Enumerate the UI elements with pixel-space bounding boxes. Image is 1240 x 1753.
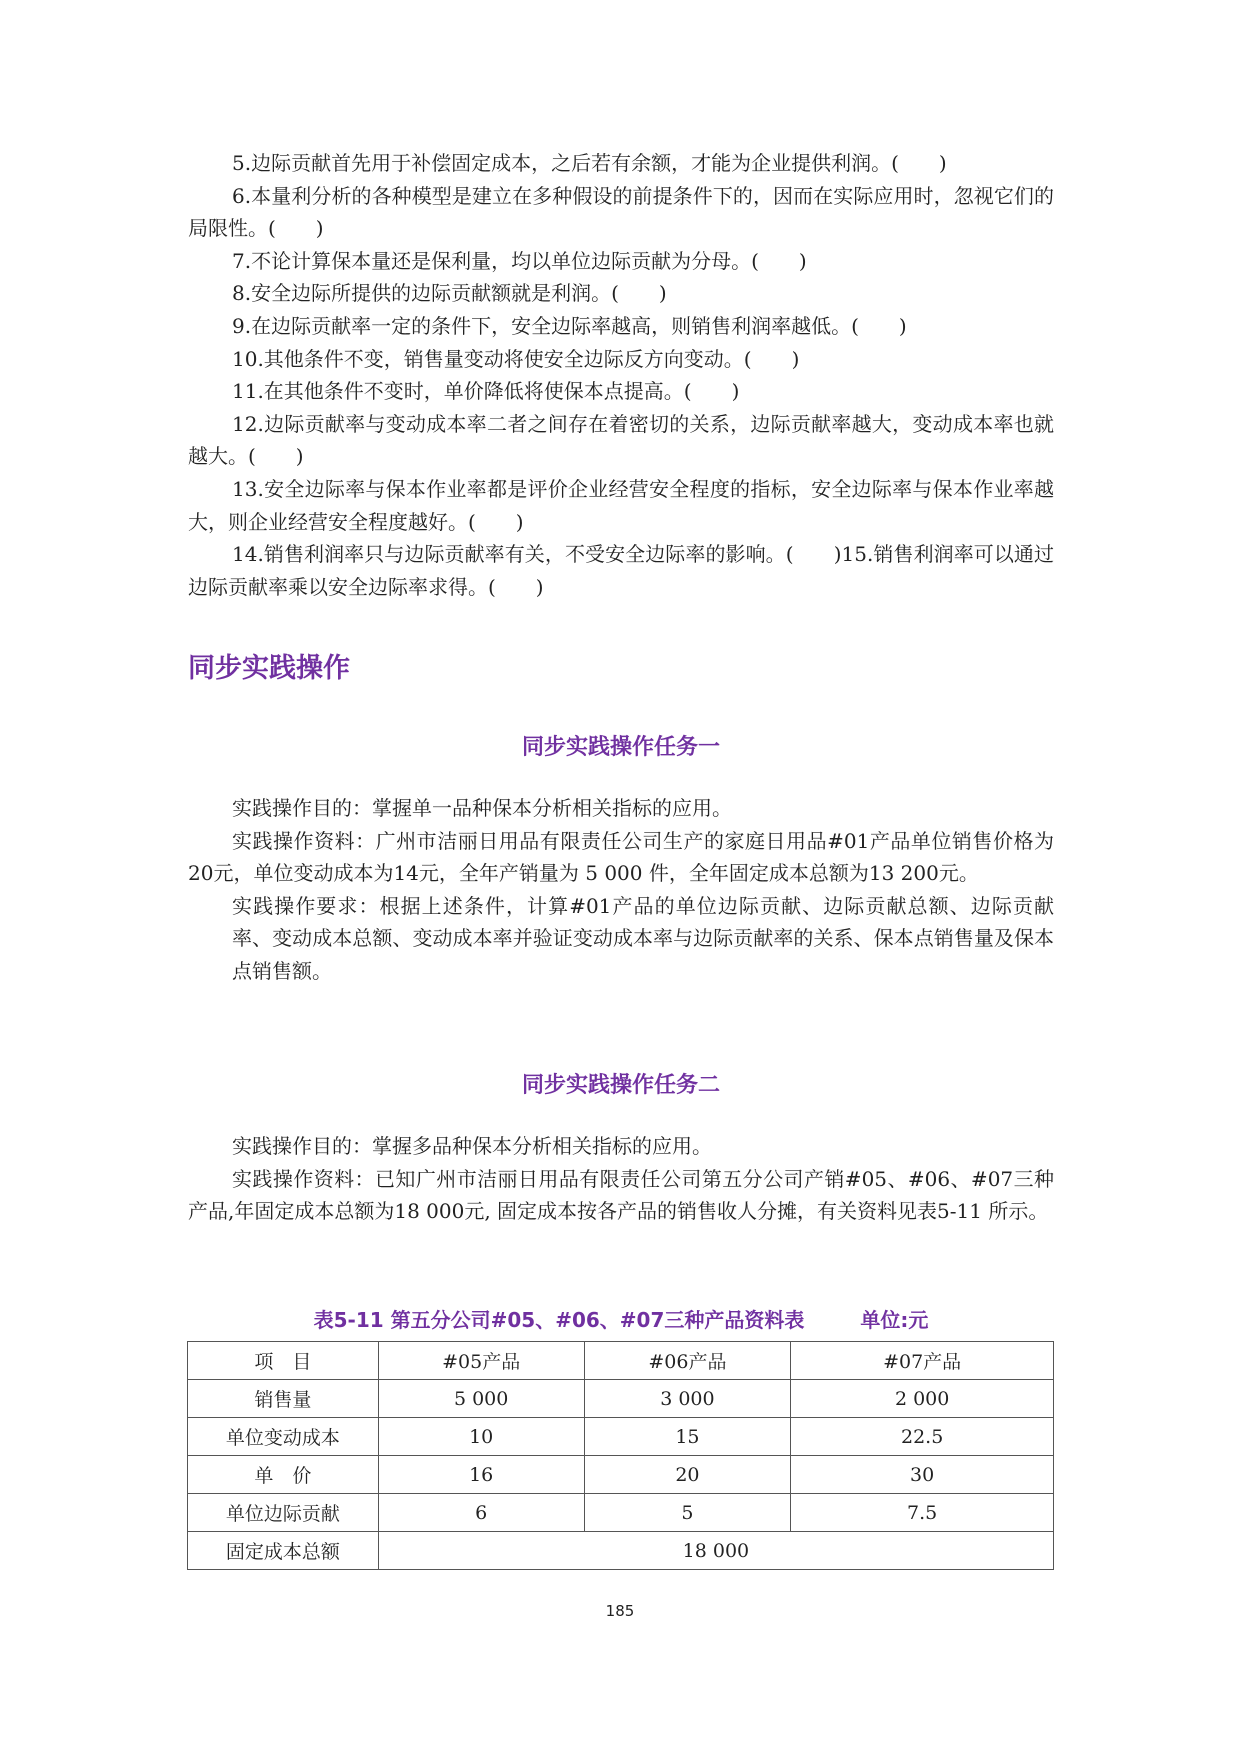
table-cell: 18 000 (378, 1532, 1053, 1570)
question-14-15: 14.销售利润率只与边际贡献率有关，不受安全边际率的影响。( )15.销售利润率可以通过边际贡献率乘以安全边际率求得。( ) (188, 542, 1054, 599)
table-row (188, 1494, 1054, 1532)
product-data-table (187, 1341, 1054, 1570)
table-cell: 2 000 (791, 1380, 1054, 1418)
table-cell: 6 (378, 1494, 584, 1532)
task2-purpose: 实践操作目的：掌握多品种保本分析相关指标的应用。 (232, 1134, 712, 1158)
row-label: 单 价 (188, 1456, 379, 1494)
task1-body (188, 792, 1054, 988)
table-cell: 3 000 (584, 1380, 791, 1418)
question-10: 10.其他条件不变，销售量变动将使安全边际反方向变动。( ) (232, 346, 800, 371)
task2-material: 实践操作资料：已知广州市洁丽日用品有限责任公司第五分公司产销#05、#06、#07三种产品,年固定成本总额为18 000元, 固定成本按各产品的销售收人分摊，有关资料见表5-11 所示。 (188, 1166, 1054, 1224)
question-7: 7.不论计算保本量还是保利量，均以单位边际贡献为分母。( ) (232, 248, 807, 273)
task2-body (188, 1130, 1054, 1228)
table-row (188, 1380, 1054, 1418)
table-caption (188, 1304, 1054, 1333)
true-false-questions (188, 147, 1054, 603)
row-label: 单位边际贡献 (188, 1494, 379, 1532)
question-13: 13.安全边际率与保本作业率都是评价企业经营安全程度的指标，安全边际率与保本作业率越大，则企业经营安全程度越好。( ) (188, 476, 1054, 534)
header-cell: 项 目 (188, 1342, 379, 1380)
question-12: 12.边际贡献率与变动成本率二者之间存在着密切的关系，边际贡献率越大，变动成本率也就越大。( ) (188, 411, 1054, 469)
table-row-fixed-cost (188, 1532, 1054, 1570)
table-unit: 单位:元 (860, 1308, 929, 1332)
table-title: 表5-11 第五分公司#05、#06、#07三种产品资料表 (313, 1308, 805, 1332)
table-cell: 10 (378, 1418, 584, 1456)
header-cell: #06产品 (584, 1342, 791, 1380)
table-cell: 20 (584, 1456, 791, 1494)
section-title: 同步实践操作 (188, 653, 350, 684)
table-cell: 7.5 (791, 1494, 1054, 1532)
table-row (188, 1456, 1054, 1494)
row-label: 单位变动成本 (188, 1418, 379, 1456)
header-cell: #07产品 (791, 1342, 1054, 1380)
page-number: 185 (605, 1602, 635, 1620)
table-cell: 5 000 (378, 1380, 584, 1418)
question-5: 5.边际贡献首先用于补偿固定成本，之后若有余额，才能为企业提供利润。( ) (232, 151, 947, 175)
question-8: 8.安全边际所提供的边际贡献额就是利润。( ) (232, 281, 667, 306)
table-header-row (188, 1342, 1054, 1380)
table-cell: 22.5 (791, 1418, 1054, 1456)
task1-title: 同步实践操作任务一 (521, 735, 720, 760)
table-cell: 16 (378, 1456, 584, 1494)
task1-material: 实践操作资料：广州市洁丽日用品有限责任公司生产的家庭日用品#01产品单位销售价格为20元，单位变动成本为14元，全年产销量为 5 000 件，全年固定成本总额为13 200元。 (188, 828, 1054, 886)
question-9: 9.在边际贡献率一定的条件下，安全边际率越高，则销售利润率越低。( ) (232, 313, 907, 338)
table-cell: 5 (584, 1494, 791, 1532)
table-cell: 30 (791, 1456, 1054, 1494)
question-6: 6.本量利分析的各种模型是建立在多种假设的前提条件下的，因而在实际应用时，忽视它们的局限性。( ) (188, 183, 1054, 241)
task1-purpose: 实践操作目的：掌握单一品种保本分析相关指标的应用。 (232, 796, 732, 820)
row-label: 固定成本总额 (188, 1532, 379, 1570)
question-11: 11.在其他条件不变时，单价降低将使保本点提高。( ) (232, 379, 740, 404)
table-cell: 15 (584, 1418, 791, 1456)
task2-title: 同步实践操作任务二 (521, 1073, 720, 1098)
row-label: 销售量 (188, 1380, 379, 1418)
header-cell: #05产品 (378, 1342, 584, 1380)
table-row (188, 1418, 1054, 1456)
task1-requirement: 实践操作要求：根据上述条件，计算#01产品的单位边际贡献、边际贡献总额、边际贡献率、变动成本总额、变动成本率并验证变动成本率与边际贡献率的关系、保本点销售量及保本点销售额。 (232, 893, 1054, 983)
